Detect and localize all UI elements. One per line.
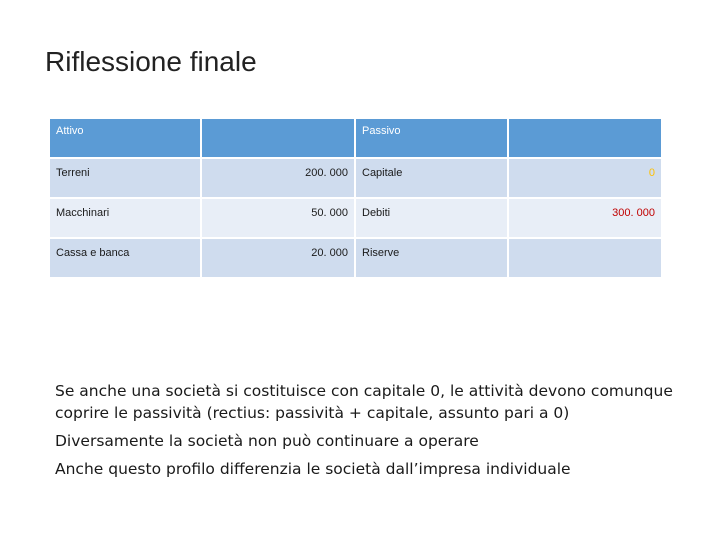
liability-label: Riserve xyxy=(355,238,508,278)
asset-value: 200. 000 xyxy=(201,158,355,198)
slide-title: Riflessione finale xyxy=(45,46,257,77)
liability-label: Debiti xyxy=(355,198,508,238)
table-header-row xyxy=(49,118,662,158)
table-row xyxy=(49,238,662,278)
header-passivo: Passivo xyxy=(355,118,508,158)
asset-label: Cassa e banca xyxy=(49,238,201,278)
asset-label: Terreni xyxy=(49,158,201,198)
header-attivo-value xyxy=(201,118,355,158)
header-passivo-value xyxy=(508,118,662,158)
paragraph-differentiation: Anche questo profilo differenzia le società dall’impresa individuale xyxy=(55,460,571,478)
liability-value xyxy=(508,238,662,278)
header-attivo: Attivo xyxy=(49,118,201,158)
liability-value: 300. 000 xyxy=(508,198,662,238)
table-row xyxy=(49,198,662,238)
table-row xyxy=(49,158,662,198)
paragraph-cannot-operate: Diversamente la società non può continuare a operare xyxy=(55,432,479,450)
asset-value: 50. 000 xyxy=(201,198,355,238)
asset-label: Macchinari xyxy=(49,198,201,238)
asset-value: 20. 000 xyxy=(201,238,355,278)
paragraph-capital-zero: Se anche una società si costituisce con capitale 0, le attività devono comunque coprire le passività (rectius: passività + capitale, assunto pari a 0) xyxy=(55,382,673,422)
body-text xyxy=(55,380,695,480)
liability-value: 0 xyxy=(508,158,662,198)
liability-label: Capitale xyxy=(355,158,508,198)
balance-sheet-table xyxy=(48,117,663,279)
